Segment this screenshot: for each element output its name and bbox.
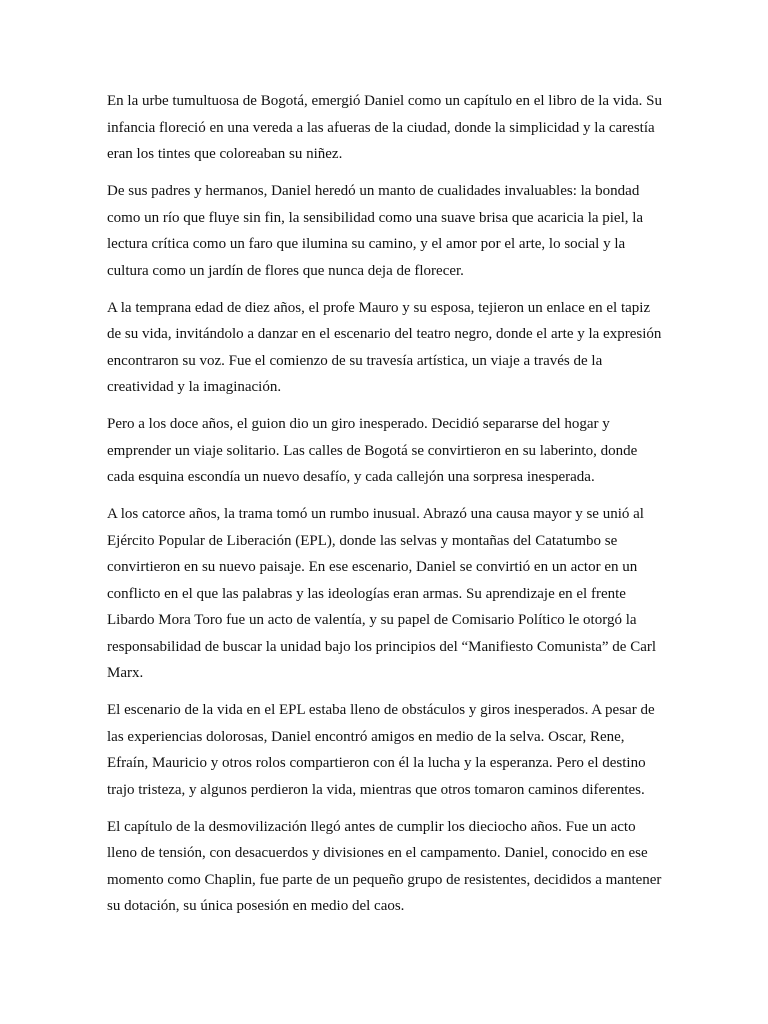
paragraph: Pero a los doce años, el guion dio un giro inesperado. Decidió separarse del hogar y emprender un viaje solitario. Las calles de Bogotá se convirtieron en su laberinto, donde cada esquina escondía un nuevo desafío, y cada callejón una sorpresa inesperada. [107, 416, 638, 485]
document-body [107, 88, 663, 930]
paragraph: A la temprana edad de diez años, el profe Mauro y su esposa, tejieron un enlace en el tapiz de su vida, invitándolo a danzar en el escenario del teatro negro, donde el arte y la expresión encontraron su voz. Fue el comienzo de su travesía artística, un viaje a través de la creatividad y la imaginación. [107, 299, 662, 395]
paragraph: El capítulo de la desmovilización llegó antes de cumplir los dieciocho años. Fue un acto lleno de tensión, con desacuerdos y divisiones en el campamento. Daniel, conocido en ese momento como Chaplin, fue parte de un pequeño grupo de resistentes, decididos a mantener su dotación, su única posesión en medio del caos. [107, 818, 662, 914]
paragraph: El escenario de la vida en el EPL estaba lleno de obstáculos y giros inesperados. A pesar de las experiencias dolorosas, Daniel encontró amigos en medio de la selva. Oscar, Rene, Efraín, Mauricio y otros rolos compartieron con él la lucha y la esperanza. Pero el destino trajo tristeza, y algunos perdieron la vida, mientras que otros tomaron caminos diferentes. [107, 702, 655, 798]
paragraph: De sus padres y hermanos, Daniel heredó un manto de cualidades invaluables: la bondad como un río que fluye sin fin, la sensibilidad como una suave brisa que acaricia la piel, la lectura crítica como un faro que ilumina su camino, y el amor por el arte, lo social y la cultura como un jardín de flores que nunca deja de florecer. [107, 183, 644, 279]
paragraph: A los catorce años, la trama tomó un rumbo inusual. Abrazó una causa mayor y se unió al Ejército Popular de Liberación (EPL), donde las selvas y montañas del Catatumbo se convirtieron en su nuevo paisaje. En ese escenario, Daniel se convirtió en un actor en un conflicto en el que las palabras y las ideologías eran armas. Su aprendizaje en el frente Libardo Mora Toro fue un acto de valentía, y su papel de Comisario Político le otorgó la responsabilidad de buscar la unidad bajo los principios del “Manifiesto Comunista” de Carl Marx. [107, 506, 657, 681]
paragraph: En la urbe tumultuosa de Bogotá, emergió Daniel como un capítulo en el libro de la vida. Su infancia floreció en una vereda a las afueras de la ciudad, donde la simplicidad y la carestía eran los tintes que coloreaban su niñez. [107, 93, 663, 162]
